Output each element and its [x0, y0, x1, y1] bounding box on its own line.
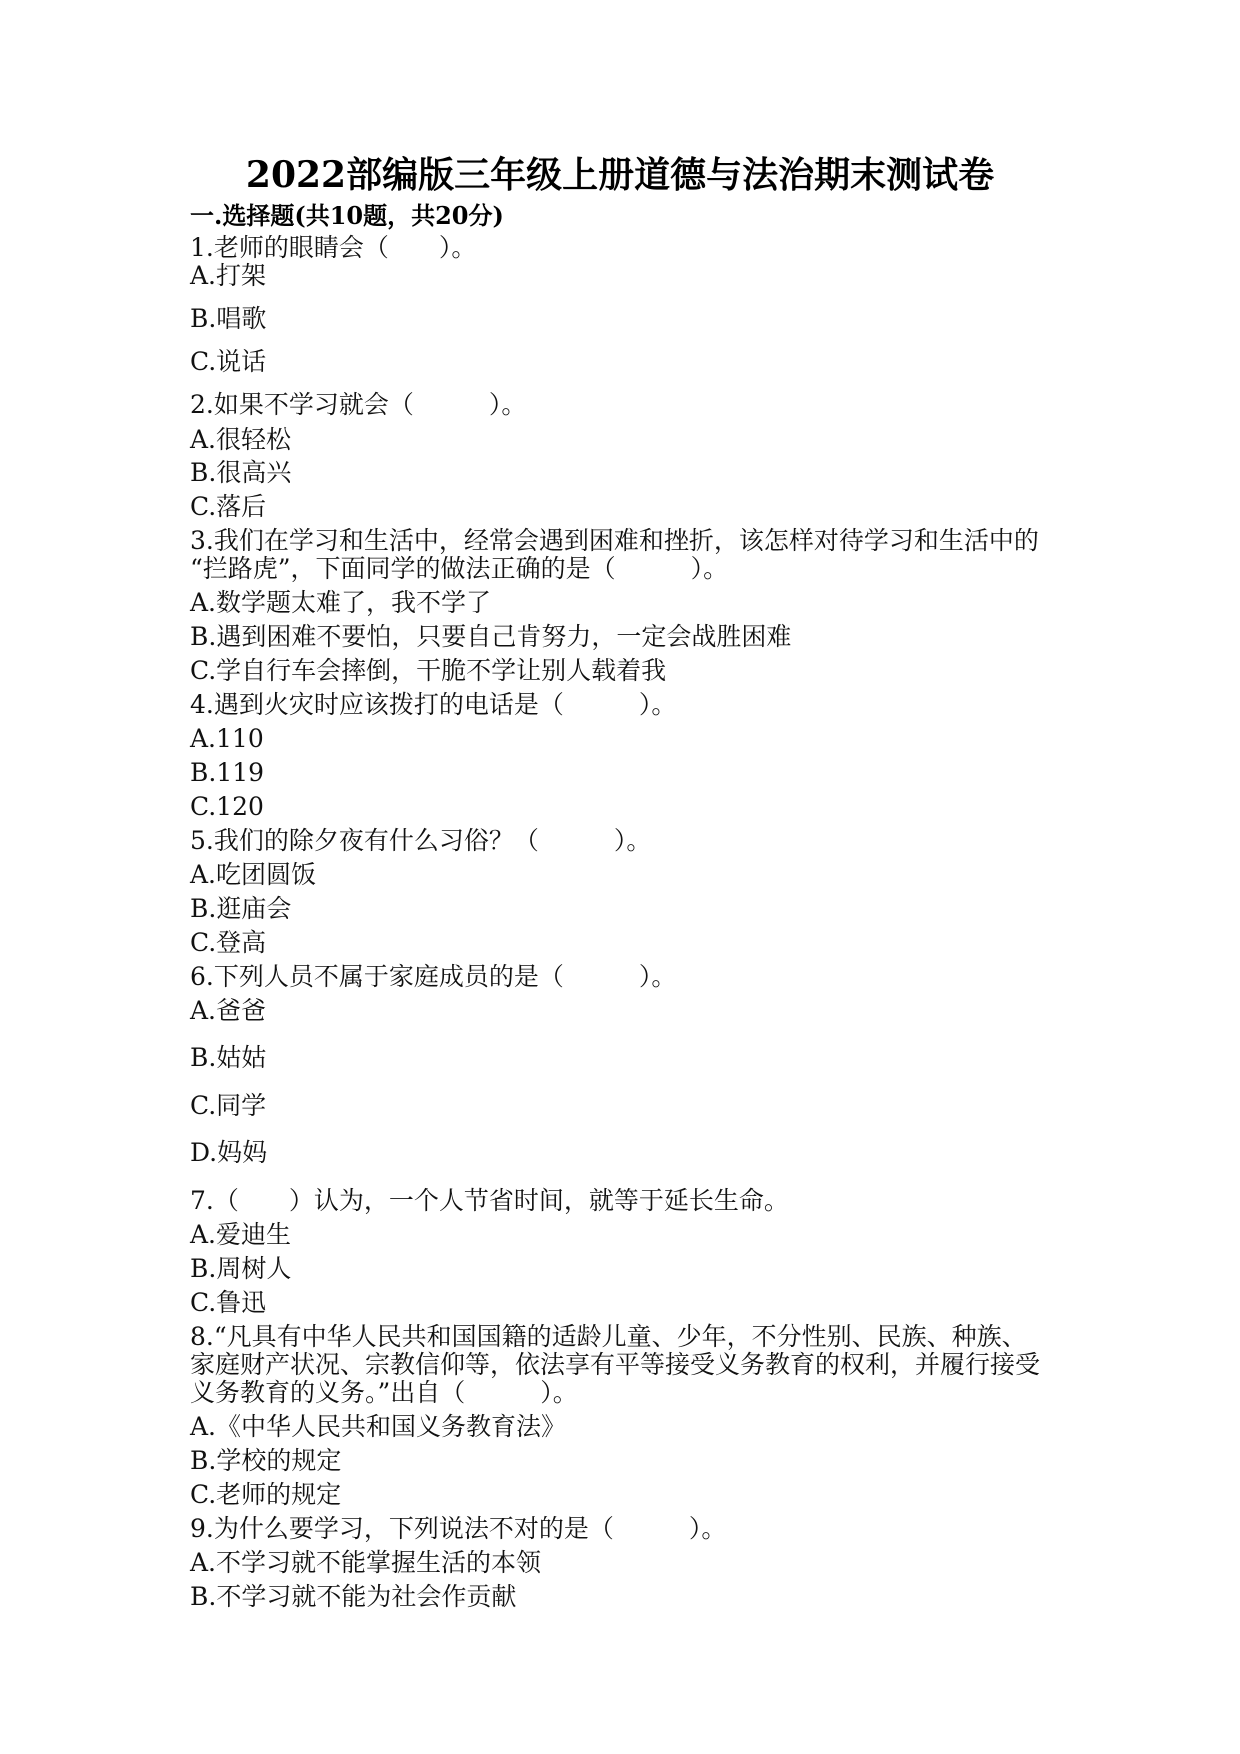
- question-5-option-c: C.登高: [190, 928, 267, 957]
- question-1-stem: 1.老师的眼睛会（ ）。: [190, 233, 477, 262]
- question-2-option-a: A.很轻松: [190, 425, 292, 454]
- question-5-option-a: A.吃团圆饭: [190, 860, 317, 889]
- question-5-stem: 5.我们的除夕夜有什么习俗？（ ）。: [190, 826, 652, 855]
- question-6-stem: 6.下列人员不属于家庭成员的是（ ）。: [190, 962, 677, 991]
- question-4-option-c: C.120: [190, 792, 264, 821]
- question-6-option-b: B.姑姑: [190, 1043, 267, 1072]
- question-4-option-a: A.110: [190, 724, 264, 753]
- question-2-option-b: B.很高兴: [190, 458, 292, 487]
- question-8-stem-line-2: 家庭财产状况、宗教信仰等，依法享有平等接受义务教育的权利，并履行接受: [190, 1350, 1041, 1379]
- question-6-option-d: D.妈妈: [190, 1138, 268, 1167]
- question-8-stem-line-1: 8.“凡具有中华人民共和国国籍的适龄儿童、少年，不分性别、民族、种族、: [190, 1322, 1027, 1351]
- question-9-option-b: B.不学习就不能为社会作贡献: [190, 1582, 517, 1611]
- question-3-stem-line-2: “拦路虎”，下面同学的做法正确的是（ ）。: [190, 554, 729, 583]
- question-3-option-b: B.遇到困难不要怕，只要自己肯努力，一定会战胜困难: [190, 622, 792, 651]
- question-1-option-b: B.唱歌: [190, 304, 267, 333]
- question-8-stem-line-3: 义务教育的义务。”出自（ ）。: [190, 1378, 578, 1407]
- question-3-option-a: A.数学题太难了，我不学了: [190, 588, 492, 617]
- section-heading: 一.选择题(共10题，共20分): [190, 201, 504, 230]
- question-2-option-c: C.落后: [190, 492, 267, 521]
- question-7-option-a: A.爱迪生: [190, 1220, 292, 1249]
- question-9-option-a: A.不学习就不能掌握生活的本领: [190, 1548, 542, 1577]
- question-6-option-a: A.爸爸: [190, 996, 267, 1025]
- question-6-option-c: C.同学: [190, 1091, 267, 1120]
- question-2-stem: 2.如果不学习就会（ ）。: [190, 390, 527, 419]
- question-7-option-c: C.鲁迅: [190, 1288, 267, 1317]
- question-3-stem-line-1: 3.我们在学习和生活中，经常会遇到困难和挫折，该怎样对待学习和生活中的: [190, 526, 1039, 555]
- question-1-option-c: C.说话: [190, 347, 267, 376]
- question-8-option-a: A.《中华人民共和国义务教育法》: [190, 1412, 567, 1441]
- question-4-option-b: B.119: [190, 758, 265, 787]
- question-7-option-b: B.周树人: [190, 1254, 292, 1283]
- question-8-option-c: C.老师的规定: [190, 1480, 342, 1509]
- page-title: 2022部编版三年级上册道德与法治期末测试卷: [245, 154, 995, 196]
- question-5-option-b: B.逛庙会: [190, 894, 292, 923]
- question-7-stem: 7.（ ）认为，一个人节省时间，就等于延长生命。: [190, 1186, 789, 1215]
- question-8-option-b: B.学校的规定: [190, 1446, 342, 1475]
- question-3-option-c: C.学自行车会摔倒，干脆不学让别人载着我: [190, 656, 667, 685]
- question-4-stem: 4.遇到火灾时应该拨打的电话是（ ）。: [190, 690, 677, 719]
- question-1-option-a: A.打架: [190, 261, 267, 290]
- question-9-stem: 9.为什么要学习，下列说法不对的是（ ）。: [190, 1514, 727, 1543]
